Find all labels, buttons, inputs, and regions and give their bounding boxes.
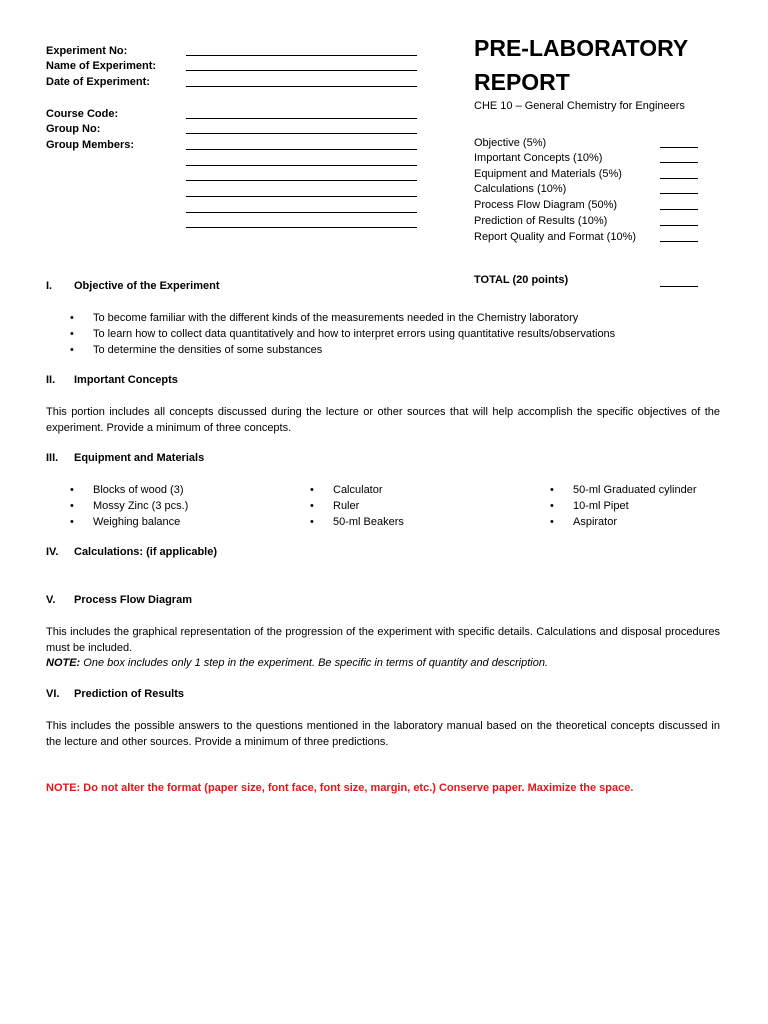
course-subtitle: CHE 10 – General Chemistry for Engineers [474, 100, 685, 112]
grade-label: Report Quality and Format (10%) [474, 231, 637, 243]
group-member-field[interactable] [186, 227, 417, 228]
grade-row [474, 136, 698, 151]
report-title-line2: REPORT [474, 69, 570, 95]
section-title-calculations: Calculations: (if applicable) [74, 546, 218, 558]
experiment-no-field[interactable] [186, 55, 417, 56]
bullet-icon: • [70, 344, 74, 356]
grade-label: Objective (5%) [474, 137, 547, 149]
bullet-icon: • [70, 312, 74, 324]
prediction-paragraph: This includes the possible answers to the questions mentioned in the laboratory manual based on the theoretical concepts discussed in the lecture and other sources. Provide a minimum of three predictions. [46, 720, 720, 748]
grade-total-row [474, 273, 698, 288]
grade-blank[interactable] [660, 209, 698, 210]
grade-label: Prediction of Results (10%) [474, 215, 608, 227]
section-number: I. [46, 280, 53, 292]
grade-blank[interactable] [660, 147, 698, 148]
experiment-date-label: Date of Experiment: [46, 76, 150, 88]
grade-row [474, 230, 698, 245]
course-code-label: Course Code: [46, 108, 119, 120]
group-member-field[interactable] [186, 165, 417, 166]
grade-blank[interactable] [660, 178, 698, 179]
grade-label: Important Concepts (10%) [474, 152, 603, 164]
note-text: One box includes only 1 step in the experiment. Be specific in terms of quantity and description. [80, 657, 548, 669]
format-warning-note: NOTE: Do not alter the format (paper size, font face, font size, margin, etc.) Conserve paper. Maximize the space. [46, 782, 634, 794]
section-number: II. [46, 374, 56, 386]
bullet-icon: • [550, 516, 554, 528]
flow-paragraph: This includes the graphical representation of the progression of the experiment with specific details. Calculations and disposal procedures must be included. [46, 626, 720, 654]
group-member-field[interactable] [186, 196, 417, 197]
grade-blank[interactable] [660, 193, 698, 194]
group-member-field[interactable] [186, 212, 417, 213]
experiment-name-field[interactable] [186, 70, 417, 71]
bullet-icon: • [550, 484, 554, 496]
grade-blank[interactable] [660, 241, 698, 242]
grade-total-label: TOTAL (20 points) [474, 274, 569, 286]
grade-row [474, 167, 698, 182]
grade-row [474, 198, 698, 213]
section-number: VI. [46, 688, 60, 700]
bullet-icon: • [310, 500, 314, 512]
grade-total-blank[interactable] [660, 286, 698, 287]
group-no-label: Group No: [46, 123, 101, 135]
course-code-field[interactable] [186, 118, 417, 119]
grade-row [474, 151, 698, 166]
grade-label: Calculations (10%) [474, 183, 567, 195]
section-title-prediction: Prediction of Results [74, 688, 185, 700]
group-member-field[interactable] [186, 180, 417, 181]
flow-note [46, 656, 720, 672]
grade-blank[interactable] [660, 225, 698, 226]
section-number: IV. [46, 546, 59, 558]
experiment-date-field[interactable] [186, 86, 417, 87]
bullet-icon: • [310, 516, 314, 528]
grade-label: Equipment and Materials (5%) [474, 168, 622, 180]
grade-blank[interactable] [660, 162, 698, 163]
section-title-concepts: Important Concepts [74, 374, 178, 386]
note-label: NOTE: [46, 657, 81, 669]
bullet-icon: • [310, 484, 314, 496]
group-member-field[interactable] [186, 149, 417, 150]
grade-label: Process Flow Diagram (50%) [474, 199, 618, 211]
experiment-name-label: Name of Experiment: [46, 60, 157, 72]
group-no-field[interactable] [186, 133, 417, 134]
grade-row [474, 214, 698, 229]
bullet-icon: • [70, 328, 74, 340]
grade-row [474, 182, 698, 197]
bullet-icon: • [70, 500, 74, 512]
report-title-line1: PRE-LABORATORY [474, 35, 689, 61]
section-title-flow: Process Flow Diagram [74, 594, 192, 606]
section-title-equipment: Equipment and Materials [74, 452, 205, 464]
section-number: III. [46, 452, 59, 464]
bullet-icon: • [550, 500, 554, 512]
group-members-label: Group Members: [46, 139, 135, 151]
concepts-paragraph: This portion includes all concepts discussed during the lecture or other sources that will help accomplish the specific objectives of the experiment. Provide a minimum of three concepts. [46, 406, 720, 434]
section-title-objective: Objective of the Experiment [74, 280, 220, 292]
section-number: V. [46, 594, 56, 606]
experiment-no-label: Experiment No: [46, 45, 128, 57]
bullet-icon: • [70, 516, 74, 528]
bullet-icon: • [70, 484, 74, 496]
